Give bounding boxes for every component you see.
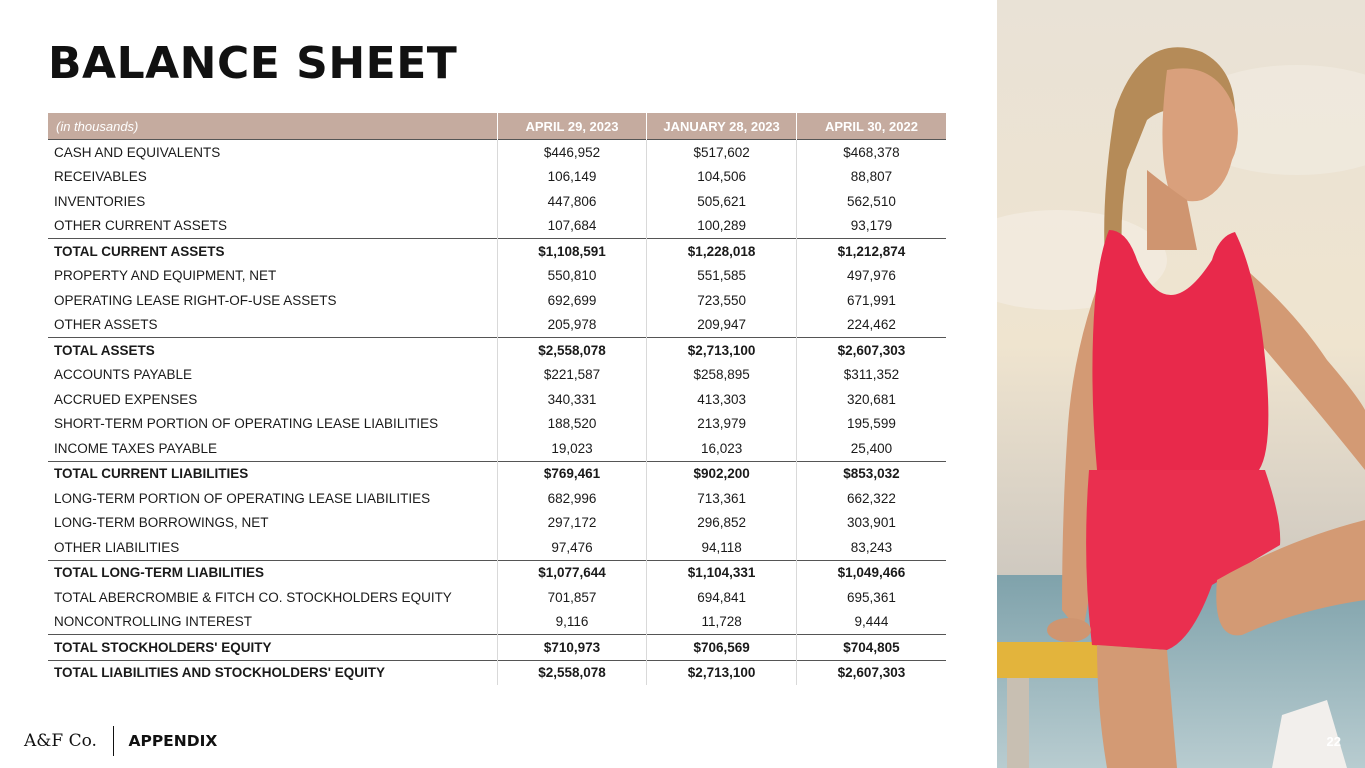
- row-value: 25,400: [796, 436, 946, 461]
- row-value: 303,901: [796, 511, 946, 536]
- row-value: $706,569: [647, 635, 797, 661]
- table-row: [48, 486, 946, 511]
- row-value: 497,976: [796, 264, 946, 289]
- row-label: CASH AND EQUIVALENTS: [48, 140, 497, 165]
- table-row: [48, 140, 946, 165]
- table-row: [48, 264, 946, 289]
- row-value: 188,520: [497, 412, 647, 437]
- table-header-row: [48, 113, 946, 140]
- table-row: [48, 610, 946, 635]
- row-label: LONG-TERM PORTION OF OPERATING LEASE LIABILITIES: [54, 490, 431, 506]
- row-value: 694,841: [647, 585, 797, 610]
- row-value: $853,032: [796, 461, 946, 486]
- row-value: $2,558,078: [497, 338, 647, 363]
- row-value: 695,361: [796, 585, 946, 610]
- row-label: INVENTORIES: [54, 193, 146, 209]
- row-value: 209,947: [647, 313, 797, 338]
- table-row: [48, 387, 946, 412]
- row-label: TOTAL LIABILITIES AND STOCKHOLDERS' EQUITY: [48, 660, 497, 685]
- row-value: 94,118: [647, 535, 797, 560]
- row-value: 224,462: [796, 313, 946, 338]
- row-value: 297,172: [497, 511, 647, 536]
- row-value: $1,228,018: [647, 239, 797, 264]
- row-label: TOTAL ASSETS: [48, 338, 497, 363]
- table-total-row: [48, 560, 946, 585]
- table-row: [48, 412, 946, 437]
- page-number: 22: [1326, 734, 1341, 749]
- row-label: TOTAL LONG-TERM LIABILITIES: [48, 560, 497, 585]
- row-value: 213,979: [647, 412, 797, 437]
- row-value: 550,810: [497, 264, 647, 289]
- row-value: $1,049,466: [796, 560, 946, 585]
- row-label: OTHER CURRENT ASSETS: [54, 218, 228, 234]
- table-row: [48, 511, 946, 536]
- row-value: 505,621: [647, 189, 797, 214]
- row-value: $2,713,100: [647, 338, 797, 363]
- row-value: 104,506: [647, 165, 797, 190]
- row-label: OPERATING LEASE RIGHT-OF-USE ASSETS: [54, 292, 337, 308]
- row-value: 340,331: [497, 387, 647, 412]
- footer-divider: [113, 726, 115, 756]
- row-label: NONCONTROLLING INTEREST: [54, 614, 253, 630]
- row-value: 11,728: [647, 610, 797, 635]
- table-row: [48, 288, 946, 313]
- row-value: 107,684: [497, 214, 647, 239]
- row-label: TOTAL CURRENT LIABILITIES: [48, 461, 497, 486]
- units-header: (in thousands): [48, 113, 497, 140]
- row-value: 195,599: [796, 412, 946, 437]
- row-value: $2,558,078: [497, 660, 647, 685]
- table-total-row: [48, 660, 946, 685]
- table-total-row: [48, 461, 946, 486]
- row-value: $311,352: [796, 363, 946, 388]
- row-value: $1,212,874: [796, 239, 946, 264]
- table-row: [48, 189, 946, 214]
- row-value: $769,461: [497, 461, 647, 486]
- table-row: [48, 535, 946, 560]
- row-value: 9,444: [796, 610, 946, 635]
- row-value: 682,996: [497, 486, 647, 511]
- row-value: 83,243: [796, 535, 946, 560]
- row-value: 100,289: [647, 214, 797, 239]
- table-row: [48, 436, 946, 461]
- row-value: $2,607,303: [796, 338, 946, 363]
- row-value: 671,991: [796, 288, 946, 313]
- section-label: APPENDIX: [128, 732, 218, 750]
- row-value: $902,200: [647, 461, 797, 486]
- row-label: SHORT-TERM PORTION OF OPERATING LEASE LIABILITIES: [54, 416, 439, 432]
- row-value: $704,805: [796, 635, 946, 661]
- row-label: INCOME TAXES PAYABLE: [54, 440, 218, 456]
- row-label: ACCRUED EXPENSES: [54, 391, 198, 407]
- page-title: BALANCE SHEET: [48, 38, 458, 89]
- table-row: [48, 313, 946, 338]
- company-logo: A&F Co.: [24, 731, 97, 751]
- row-value: 205,978: [497, 313, 647, 338]
- row-value: 106,149: [497, 165, 647, 190]
- row-value: 9,116: [497, 610, 647, 635]
- row-value: $710,973: [497, 635, 647, 661]
- row-value: 93,179: [796, 214, 946, 239]
- row-value: 701,857: [497, 585, 647, 610]
- row-value: 296,852: [647, 511, 797, 536]
- row-label: TOTAL STOCKHOLDERS' EQUITY: [48, 635, 497, 661]
- row-value: $221,587: [497, 363, 647, 388]
- row-label: LONG-TERM BORROWINGS, NET: [54, 515, 269, 531]
- table-total-row: [48, 239, 946, 264]
- row-value: $1,077,644: [497, 560, 647, 585]
- table-row: [48, 214, 946, 239]
- row-value: $446,952: [497, 140, 647, 165]
- row-value: 662,322: [796, 486, 946, 511]
- column-header-apr-2023: APRIL 29, 2023: [497, 113, 647, 140]
- row-value: 551,585: [647, 264, 797, 289]
- row-value: 320,681: [796, 387, 946, 412]
- row-label: PROPERTY AND EQUIPMENT, NET: [54, 268, 277, 284]
- table-row: [48, 363, 946, 388]
- row-label: RECEIVABLES: [54, 169, 147, 185]
- row-value: 413,303: [647, 387, 797, 412]
- row-value: $2,607,303: [796, 660, 946, 685]
- row-value: 692,699: [497, 288, 647, 313]
- row-value: $258,895: [647, 363, 797, 388]
- row-value: 723,550: [647, 288, 797, 313]
- balance-sheet-table: [48, 113, 946, 685]
- row-value: 88,807: [796, 165, 946, 190]
- row-label: TOTAL CURRENT ASSETS: [48, 239, 497, 264]
- row-value: $2,713,100: [647, 660, 797, 685]
- row-value: $468,378: [796, 140, 946, 165]
- table-row: [48, 165, 946, 190]
- table-total-row: [48, 338, 946, 363]
- row-label: ACCOUNTS PAYABLE: [54, 367, 193, 383]
- row-value: $1,104,331: [647, 560, 797, 585]
- row-label: TOTAL ABERCROMBIE & FITCH CO. STOCKHOLDERS EQUITY: [54, 589, 452, 605]
- row-value: 16,023: [647, 436, 797, 461]
- table-total-row: [48, 635, 946, 661]
- row-value: 19,023: [497, 436, 647, 461]
- row-value: 562,510: [796, 189, 946, 214]
- column-header-jan-2023: JANUARY 28, 2023: [647, 113, 797, 140]
- row-label: OTHER LIABILITIES: [54, 539, 180, 555]
- row-value: $1,108,591: [497, 239, 647, 264]
- footer: [24, 726, 217, 756]
- row-value: 713,361: [647, 486, 797, 511]
- row-value: $517,602: [647, 140, 797, 165]
- row-label: OTHER ASSETS: [54, 317, 158, 333]
- row-value: 447,806: [497, 189, 647, 214]
- model-photo: [997, 0, 1365, 768]
- row-value: 97,476: [497, 535, 647, 560]
- column-header-apr-2022: APRIL 30, 2022: [796, 113, 946, 140]
- table-row: [48, 585, 946, 610]
